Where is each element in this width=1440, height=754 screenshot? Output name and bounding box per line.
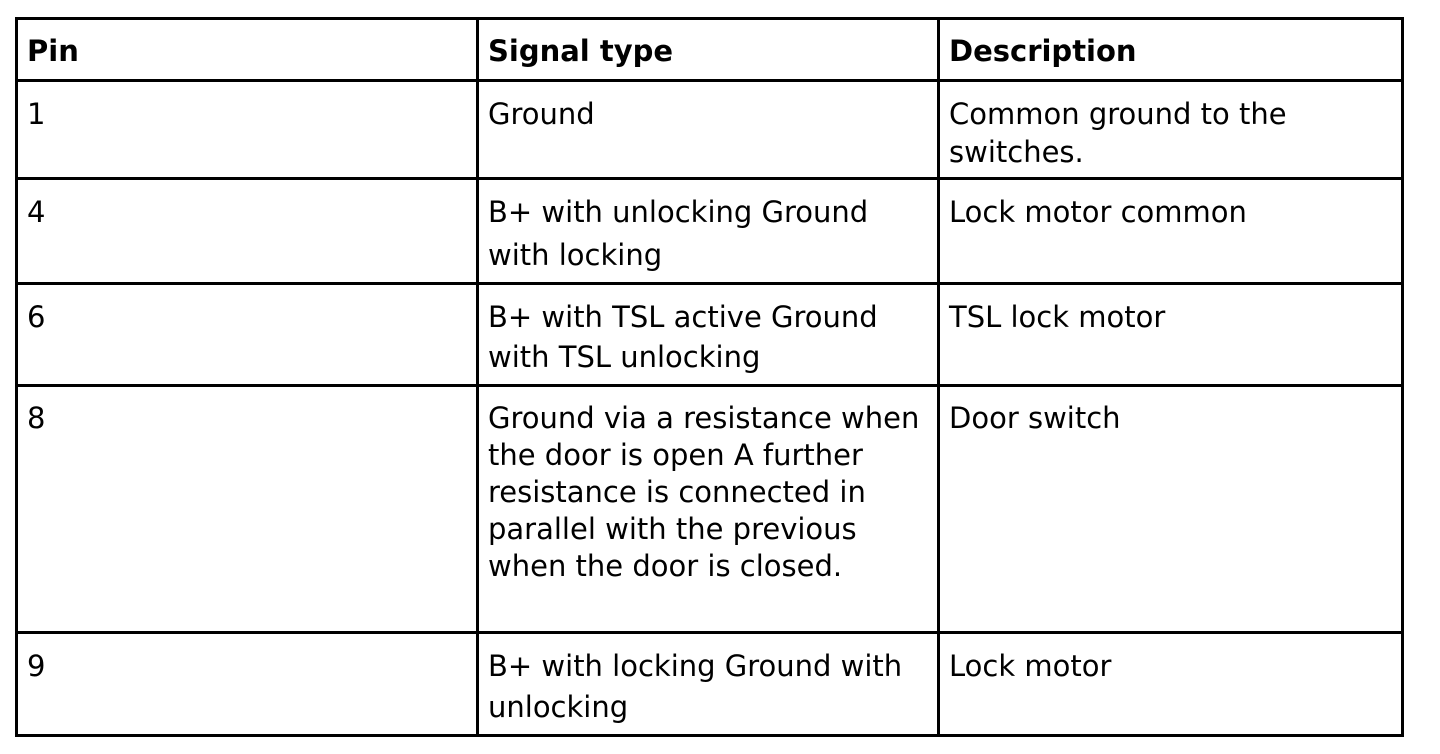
pin-cell: 4 [17,179,478,284]
table-row [17,284,1403,386]
description-cell: TSL lock motor [939,284,1403,386]
header-description: Description [939,19,1403,81]
signal-type-cell: Ground via a resistance when the door is open A further resistance is connected in parallel with the previous when the door is closed. [478,386,939,633]
pin-cell: 1 [17,81,478,179]
table-row [17,633,1403,736]
pin-cell: 9 [17,633,478,736]
header-signal-type: Signal type [478,19,939,81]
description-cell: Lock motor common [939,179,1403,284]
description-cell: Door switch [939,386,1403,633]
header-row [17,19,1403,81]
pin-table [15,17,1404,737]
table-row [17,386,1403,633]
table-row [17,179,1403,284]
description-cell: Common ground to the switches. [939,81,1403,179]
header-pin: Pin [17,19,478,81]
signal-type-cell: B+ with TSL active Ground with TSL unlocking [478,284,939,386]
table-row [17,81,1403,179]
signal-type-cell: Ground [478,81,939,179]
signal-type-cell: B+ with locking Ground with unlocking [478,633,939,736]
pin-cell: 6 [17,284,478,386]
description-cell: Lock motor [939,633,1403,736]
pin-cell: 8 [17,386,478,633]
signal-type-cell: B+ with unlocking Ground with locking [478,179,939,284]
